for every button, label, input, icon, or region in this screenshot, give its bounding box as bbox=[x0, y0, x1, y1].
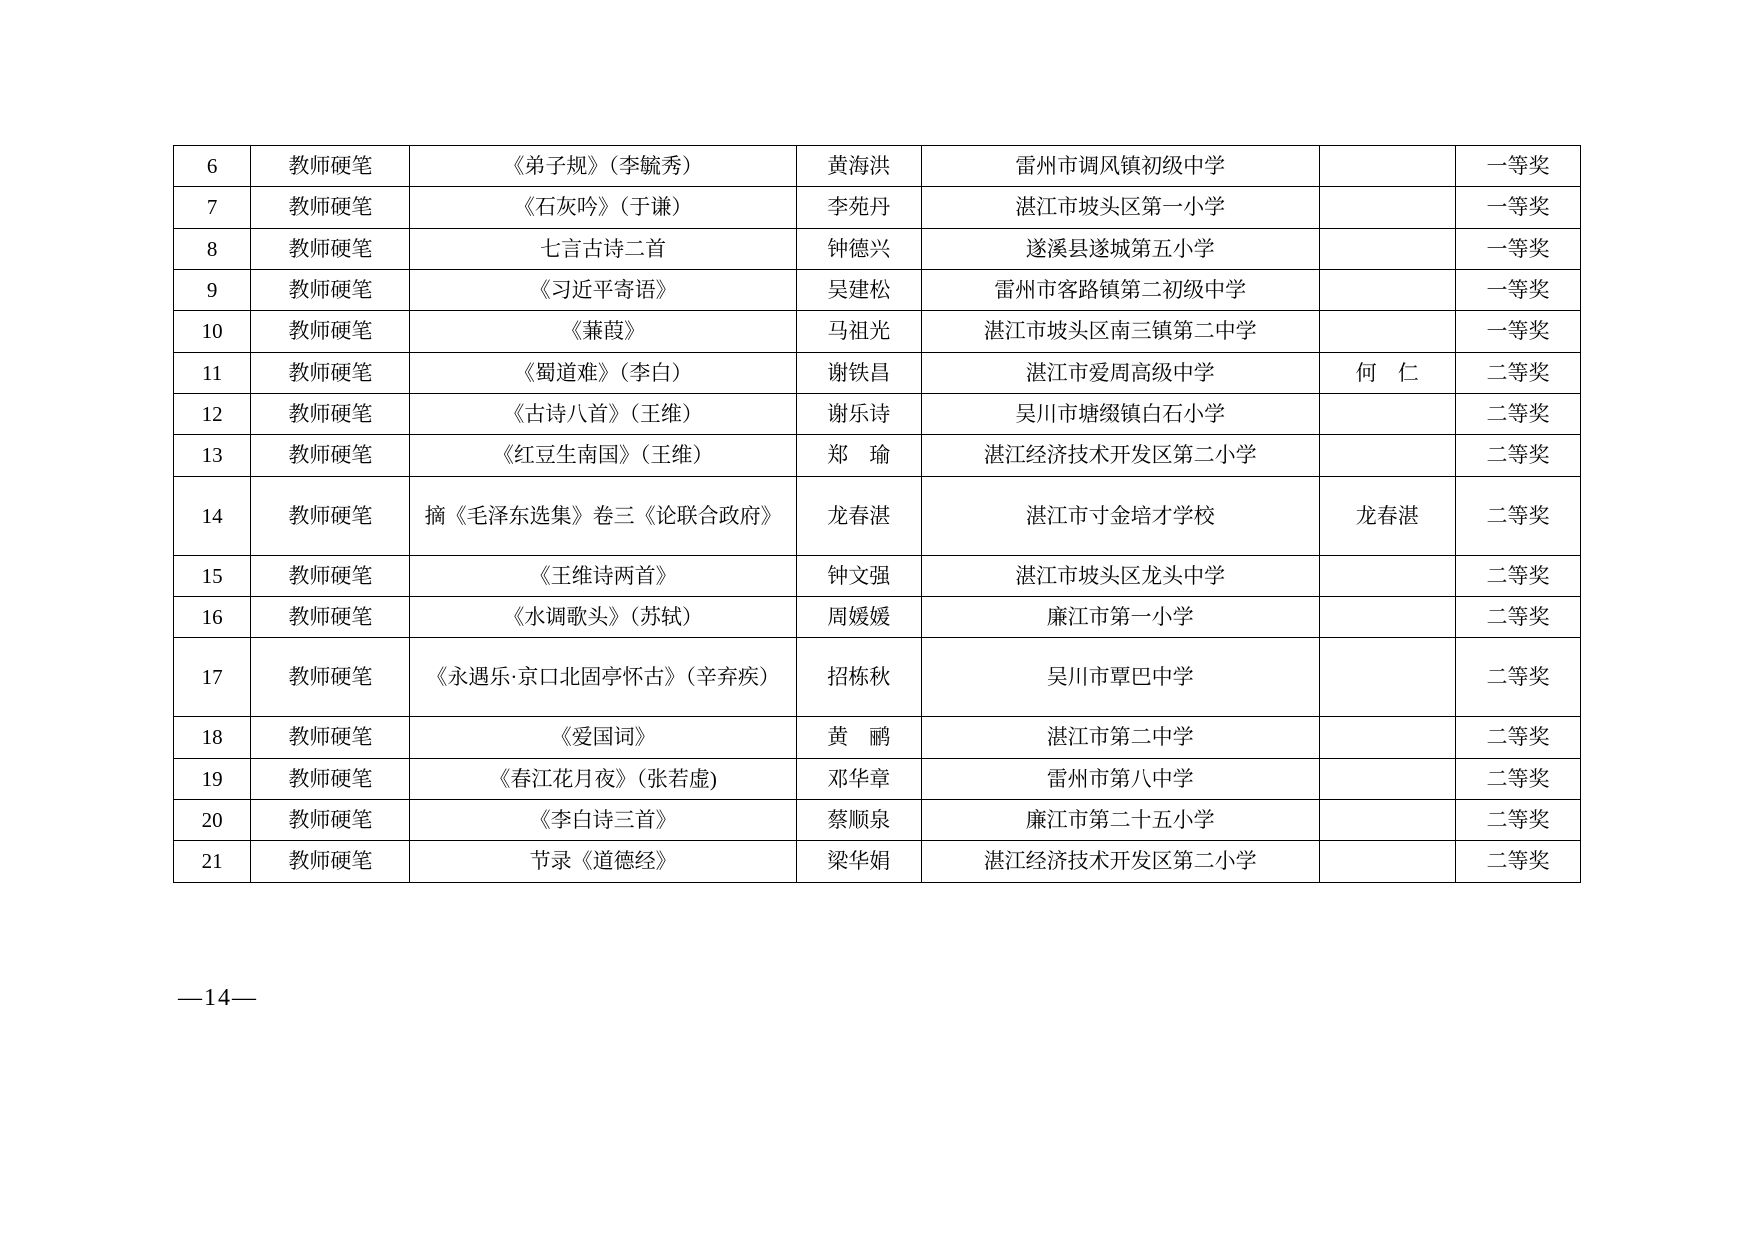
table-row bbox=[174, 311, 1581, 352]
row-work-title: 《水调歌头》（苏轼） bbox=[410, 597, 796, 638]
row-number: 15 bbox=[174, 555, 251, 596]
row-unit: 吴川市塘缀镇白石小学 bbox=[921, 394, 1319, 435]
table-row bbox=[174, 476, 1581, 555]
row-author: 钟文强 bbox=[796, 555, 921, 596]
row-category: 教师硬笔 bbox=[251, 717, 410, 758]
row-instructor bbox=[1319, 555, 1455, 596]
row-number: 9 bbox=[174, 270, 251, 311]
table-row bbox=[174, 597, 1581, 638]
table-row bbox=[174, 435, 1581, 476]
row-number: 17 bbox=[174, 638, 251, 717]
row-award: 二等奖 bbox=[1455, 476, 1580, 555]
row-number: 14 bbox=[174, 476, 251, 555]
row-work-title: 《春江花月夜》（张若虚) bbox=[410, 758, 796, 799]
table-row bbox=[174, 352, 1581, 393]
row-instructor bbox=[1319, 187, 1455, 228]
row-category: 教师硬笔 bbox=[251, 394, 410, 435]
award-table-container bbox=[173, 145, 1581, 883]
row-number: 21 bbox=[174, 841, 251, 882]
row-category: 教师硬笔 bbox=[251, 758, 410, 799]
table-row bbox=[174, 638, 1581, 717]
row-instructor bbox=[1319, 435, 1455, 476]
row-work-title: 《李白诗三首》 bbox=[410, 800, 796, 841]
row-number: 12 bbox=[174, 394, 251, 435]
row-author: 邓华章 bbox=[796, 758, 921, 799]
row-work-title: 《王维诗两首》 bbox=[410, 555, 796, 596]
row-award: 二等奖 bbox=[1455, 800, 1580, 841]
row-category: 教师硬笔 bbox=[251, 352, 410, 393]
row-unit: 湛江经济技术开发区第二小学 bbox=[921, 435, 1319, 476]
row-number: 18 bbox=[174, 717, 251, 758]
row-author: 钟德兴 bbox=[796, 228, 921, 269]
row-unit: 湛江经济技术开发区第二小学 bbox=[921, 841, 1319, 882]
row-number: 13 bbox=[174, 435, 251, 476]
row-instructor bbox=[1319, 758, 1455, 799]
table-row bbox=[174, 228, 1581, 269]
row-unit: 遂溪县遂城第五小学 bbox=[921, 228, 1319, 269]
row-instructor bbox=[1319, 228, 1455, 269]
row-author: 周媛媛 bbox=[796, 597, 921, 638]
row-work-title: 《爱国词》 bbox=[410, 717, 796, 758]
row-number: 6 bbox=[174, 146, 251, 187]
row-unit: 雷州市第八中学 bbox=[921, 758, 1319, 799]
row-author: 马祖光 bbox=[796, 311, 921, 352]
row-unit: 雷州市客路镇第二初级中学 bbox=[921, 270, 1319, 311]
row-instructor bbox=[1319, 800, 1455, 841]
row-category: 教师硬笔 bbox=[251, 638, 410, 717]
row-category: 教师硬笔 bbox=[251, 476, 410, 555]
row-number: 8 bbox=[174, 228, 251, 269]
table-row bbox=[174, 394, 1581, 435]
row-work-title: 《石灰吟》（于谦） bbox=[410, 187, 796, 228]
row-number: 16 bbox=[174, 597, 251, 638]
table-row bbox=[174, 187, 1581, 228]
row-work-title: 节录《道德经》 bbox=[410, 841, 796, 882]
page-number: —14— bbox=[178, 985, 258, 1011]
row-instructor bbox=[1319, 270, 1455, 311]
row-author: 郑 瑜 bbox=[796, 435, 921, 476]
row-unit: 湛江市寸金培才学校 bbox=[921, 476, 1319, 555]
table-row bbox=[174, 717, 1581, 758]
row-unit: 湛江市第二中学 bbox=[921, 717, 1319, 758]
row-author: 蔡顺泉 bbox=[796, 800, 921, 841]
row-category: 教师硬笔 bbox=[251, 270, 410, 311]
row-award: 一等奖 bbox=[1455, 146, 1580, 187]
row-unit: 吴川市覃巴中学 bbox=[921, 638, 1319, 717]
award-table bbox=[173, 145, 1581, 883]
row-author: 谢铁昌 bbox=[796, 352, 921, 393]
table-row bbox=[174, 146, 1581, 187]
row-work-title: 《蜀道难》（李白） bbox=[410, 352, 796, 393]
row-instructor bbox=[1319, 597, 1455, 638]
row-unit: 廉江市第一小学 bbox=[921, 597, 1319, 638]
row-author: 龙春湛 bbox=[796, 476, 921, 555]
row-instructor: 何 仁 bbox=[1319, 352, 1455, 393]
row-number: 19 bbox=[174, 758, 251, 799]
row-category: 教师硬笔 bbox=[251, 311, 410, 352]
row-unit: 湛江市爱周高级中学 bbox=[921, 352, 1319, 393]
row-award: 二等奖 bbox=[1455, 758, 1580, 799]
row-work-title: 《古诗八首》（王维） bbox=[410, 394, 796, 435]
row-number: 11 bbox=[174, 352, 251, 393]
row-award: 一等奖 bbox=[1455, 270, 1580, 311]
row-award: 二等奖 bbox=[1455, 841, 1580, 882]
row-award: 一等奖 bbox=[1455, 228, 1580, 269]
row-instructor bbox=[1319, 638, 1455, 717]
row-work-title: 七言古诗二首 bbox=[410, 228, 796, 269]
table-row bbox=[174, 270, 1581, 311]
row-work-title: 摘《毛泽东选集》卷三《论联合政府》 bbox=[410, 476, 796, 555]
row-category: 教师硬笔 bbox=[251, 435, 410, 476]
row-award: 二等奖 bbox=[1455, 638, 1580, 717]
row-author: 招栋秋 bbox=[796, 638, 921, 717]
row-award: 二等奖 bbox=[1455, 717, 1580, 758]
row-award: 二等奖 bbox=[1455, 394, 1580, 435]
row-author: 梁华娟 bbox=[796, 841, 921, 882]
row-award: 二等奖 bbox=[1455, 597, 1580, 638]
table-row bbox=[174, 800, 1581, 841]
row-award: 二等奖 bbox=[1455, 352, 1580, 393]
row-category: 教师硬笔 bbox=[251, 228, 410, 269]
award-table-body bbox=[174, 146, 1581, 883]
row-unit: 廉江市第二十五小学 bbox=[921, 800, 1319, 841]
row-unit: 雷州市调风镇初级中学 bbox=[921, 146, 1319, 187]
row-unit: 湛江市坡头区龙头中学 bbox=[921, 555, 1319, 596]
row-category: 教师硬笔 bbox=[251, 841, 410, 882]
row-author: 黄 鹂 bbox=[796, 717, 921, 758]
row-work-title: 《弟子规》（李毓秀） bbox=[410, 146, 796, 187]
row-instructor bbox=[1319, 146, 1455, 187]
row-instructor bbox=[1319, 841, 1455, 882]
row-instructor bbox=[1319, 717, 1455, 758]
row-instructor bbox=[1319, 311, 1455, 352]
row-category: 教师硬笔 bbox=[251, 597, 410, 638]
row-instructor bbox=[1319, 394, 1455, 435]
row-number: 20 bbox=[174, 800, 251, 841]
row-award: 二等奖 bbox=[1455, 435, 1580, 476]
row-category: 教师硬笔 bbox=[251, 800, 410, 841]
row-author: 黄海洪 bbox=[796, 146, 921, 187]
row-category: 教师硬笔 bbox=[251, 187, 410, 228]
row-instructor: 龙春湛 bbox=[1319, 476, 1455, 555]
row-category: 教师硬笔 bbox=[251, 555, 410, 596]
row-number: 10 bbox=[174, 311, 251, 352]
table-row bbox=[174, 841, 1581, 882]
table-row bbox=[174, 555, 1581, 596]
row-award: 二等奖 bbox=[1455, 555, 1580, 596]
row-award: 一等奖 bbox=[1455, 187, 1580, 228]
row-author: 吴建松 bbox=[796, 270, 921, 311]
row-author: 李苑丹 bbox=[796, 187, 921, 228]
row-number: 7 bbox=[174, 187, 251, 228]
table-row bbox=[174, 758, 1581, 799]
row-work-title: 《红豆生南国》（王维） bbox=[410, 435, 796, 476]
row-unit: 湛江市坡头区南三镇第二中学 bbox=[921, 311, 1319, 352]
row-award: 一等奖 bbox=[1455, 311, 1580, 352]
row-unit: 湛江市坡头区第一小学 bbox=[921, 187, 1319, 228]
row-work-title: 《习近平寄语》 bbox=[410, 270, 796, 311]
row-author: 谢乐诗 bbox=[796, 394, 921, 435]
row-work-title: 《蒹葭》 bbox=[410, 311, 796, 352]
row-work-title: 《永遇乐·京口北固亭怀古》（辛弃疾） bbox=[410, 638, 796, 717]
row-category: 教师硬笔 bbox=[251, 146, 410, 187]
